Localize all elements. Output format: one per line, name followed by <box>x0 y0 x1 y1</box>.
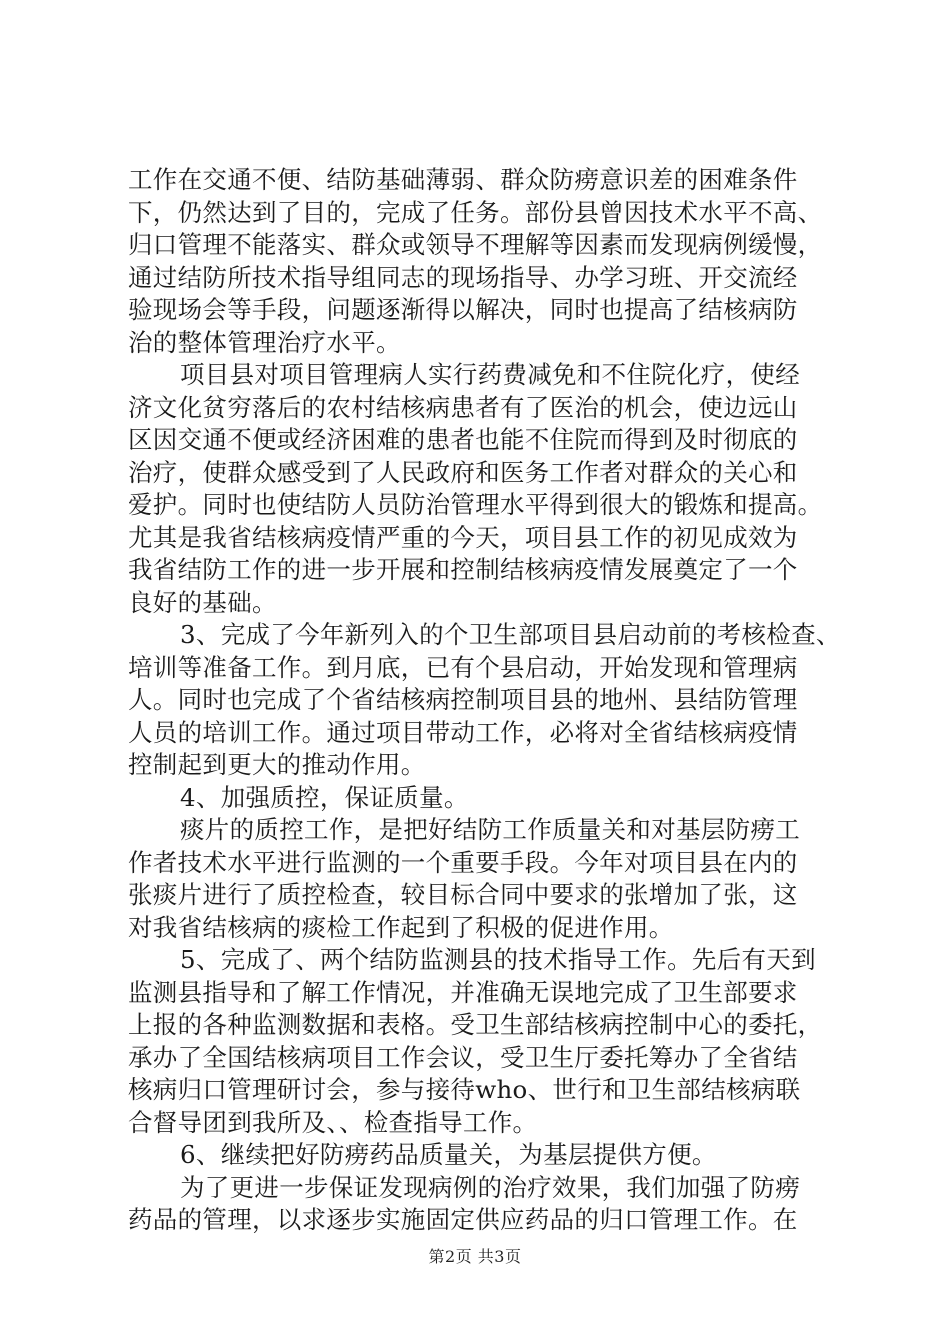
text-line: 济文化贫穷落后的农村结核病患者有了医治的机会，使边远山 <box>128 392 798 422</box>
text-line: 为了更进一步保证发现病例的治疗效果，我们加强了防痨 <box>180 1172 800 1202</box>
text-line: 作者技术水平进行监测的一个重要手段。今年对项目县在内的 <box>128 847 798 877</box>
text-line: 3、完成了今年新列入的个卫生部项目县启动前的考核检查、 <box>180 620 841 649</box>
text-line: 下，仍然达到了目的，完成了任务。部份县曾因技术水平不高、 <box>128 197 823 227</box>
text-line: 通过结防所技术指导组同志的现场指导、办学习班、开交流经 <box>128 262 798 292</box>
page-number-footer: 第2页 共3页 <box>428 1247 522 1266</box>
text-line: 我省结防工作的进一步开展和控制结核病疫情发展奠定了一个 <box>128 555 798 584</box>
text-line: 5、完成了、两个结防监测县的技术指导工作。先后有天到 <box>180 945 816 974</box>
text-line: 工作在交通不便、结防基础薄弱、群众防痨意识差的困难条件 <box>128 165 798 194</box>
text-line: 药品的管理，以求逐步实施固定供应药品的归口管理工作。在 <box>128 1205 798 1234</box>
text-line: 张痰片进行了质控检查，较目标合同中要求的张增加了张，这 <box>128 880 798 909</box>
text-line: 合督导团到我所及、、检查指导工作。 <box>128 1107 538 1137</box>
text-line: 爱护。同时也使结防人员防治管理水平得到很大的锻炼和提高。 <box>128 490 823 519</box>
text-line: 项目县对项目管理病人实行药费减免和不住院化疗，使经 <box>180 360 800 389</box>
text-line: 良好的基础。 <box>128 587 277 617</box>
text-line: 上报的各种监测数据和表格。受卫生部结核病控制中心的委托， <box>128 1010 823 1039</box>
text-line: 培训等准备工作。到月底，已有个县启动，开始发现和管理病 <box>128 652 798 682</box>
text-line: 4、加强质控，保证质量。 <box>180 782 469 812</box>
text-line: 人员的培训工作。通过项目带动工作，必将对全省结核病疫情 <box>128 717 798 747</box>
text-line: 核病归口管理研讨会，参与接待who、世行和卫生部结核病联 <box>128 1075 801 1104</box>
text-line: 痰片的质控工作，是把好结防工作质量关和对基层防痨工 <box>180 815 800 844</box>
text-line: 承办了全国结核病项目工作会议，受卫生厅委托筹办了全省结 <box>128 1042 798 1072</box>
text-line: 尤其是我省结核病疫情严重的今天，项目县工作的初见成效为 <box>128 522 798 552</box>
text-line: 控制起到更大的推动作用。 <box>128 750 426 779</box>
text-line: 归口管理不能落实、群众或领导不理解等因素而发现病例缓慢， <box>128 230 823 259</box>
text-line: 对我省结核病的痰检工作起到了积极的促进作用。 <box>128 912 674 942</box>
text-line: 人。同时也完成了个省结核病控制项目县的地州、县结防管理 <box>128 685 798 714</box>
text-line: 区因交通不便或经济困难的患者也能不住院而得到及时彻底的 <box>128 425 798 454</box>
text-line: 6、继续把好防痨药品质量关，为基层提供方便。 <box>180 1140 717 1169</box>
text-line: 验现场会等手段，问题逐渐得以解决，同时也提高了结核病防 <box>128 295 798 324</box>
text-line: 治疗，使群众感受到了人民政府和医务工作者对群众的关心和 <box>128 457 798 487</box>
text-line: 监测县指导和了解工作情况，并准确无误地完成了卫生部要求 <box>128 977 798 1007</box>
document-body <box>128 164 848 1237</box>
text-line: 治的整体管理治疗水平。 <box>128 327 401 357</box>
